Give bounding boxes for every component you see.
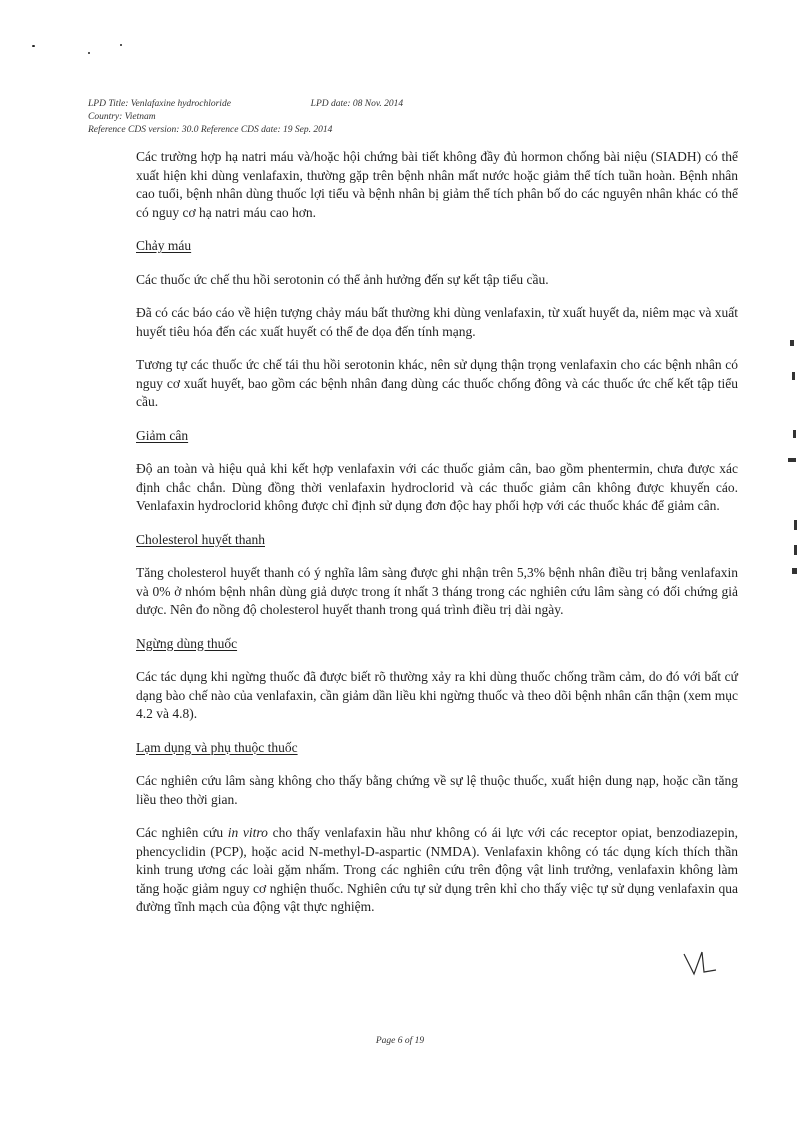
scan-edge-mark xyxy=(794,545,797,555)
paragraph-text: cho thấy venlafaxin hầu như không có ái lực với các receptor opiat, benzodiazepin, phencyclidin (PCP), hoặc acid N-methyl-D-aspartic (NMDA). Venlafaxin không có tác dụng kích thích thần kinh trung ương các loài gặm nhấm. Trong các nghiên cứu trên động vật linh trưởng, venlafaxin không làm tăng hoặc giảm nguy cơ nghiện thuốc. Nghiên cứu tự sử dụng trên khỉ cho thấy việc tự sử dụng venlafaxin qua đường tĩnh mạch của động vật thực nghiệm. xyxy=(136,825,738,914)
paragraph: Tăng cholesterol huyết thanh có ý nghĩa lâm sàng được ghi nhận trên 5,3% bệnh nhân điều trị bằng venlafaxin và 0% ở nhóm bệnh nhân dùng giả dược trong ít nhất 3 tháng trong các nghiên cứu lâm sàng có đối chứng giả dược. Nên đo nồng độ cholesterol huyết thanh trong quá trình điều trị dài ngày. xyxy=(136,565,738,617)
paragraph: Các nghiên cứu lâm sàng không cho thấy bằng chứng về sự lệ thuộc thuốc, xuất hiện dung nạp, hoặc cần tăng liều theo thời gian. xyxy=(136,773,738,807)
scan-edge-mark xyxy=(792,372,795,380)
document-header xyxy=(88,98,403,137)
country: Country: Vietnam xyxy=(88,112,156,122)
paragraph: Các thuốc ức chế thu hồi serotonin có thể ảnh hưởng đến sự kết tập tiểu cầu. xyxy=(136,271,549,287)
reference-cds: Reference CDS version: 30.0 Reference CDS date: 19 Sep. 2014 xyxy=(88,125,333,135)
section-heading: Giảm cân xyxy=(136,427,189,443)
scan-edge-mark xyxy=(794,520,797,530)
section-heading: Cholesterol huyết thanh xyxy=(136,531,265,547)
section-heading: Chảy máu xyxy=(136,238,192,253)
paragraph xyxy=(136,824,738,917)
paragraph: Các tác dụng khi ngừng thuốc đã được biết rõ thường xảy ra khi dùng thuốc chống trầm cảm, do đó với bất cứ dạng bào chế nào của venlafaxin, cần giảm dần liều khi ngừng thuốc và theo dõi bệnh nhân cẩn thận (xem mục 4.2 và 4.8). xyxy=(136,669,738,721)
scan-edge-mark xyxy=(788,458,796,462)
scan-speck xyxy=(88,52,90,54)
paragraph-text: Các nghiên cứu xyxy=(136,825,228,840)
section-heading: Ngừng dùng thuốc xyxy=(136,635,238,651)
paragraph: Tương tự các thuốc ức chế tái thu hồi serotonin khác, nên sử dụng thận trọng venlafaxin cho các bệnh nhân có nguy cơ xuất huyết, bao gồm các bệnh nhân đang dùng các thuốc chống đông và các thuốc ức chế kết tập tiểu cầu. xyxy=(136,357,738,409)
italic-term: in vitro xyxy=(227,825,268,840)
scan-speck xyxy=(120,44,122,46)
section-heading: Lạm dụng và phụ thuộc thuốc xyxy=(136,739,298,755)
lpd-title: LPD Title: Venlafaxine hydrochloride xyxy=(88,99,231,109)
handwritten-initials xyxy=(682,948,722,980)
lpd-date: LPD date: 08 Nov. 2014 xyxy=(310,99,404,109)
scan-edge-mark xyxy=(792,568,797,574)
document-body xyxy=(136,148,738,932)
scan-edge-mark xyxy=(790,340,794,346)
paragraph: Đã có các báo cáo về hiện tượng chảy máu bất thường khi dùng venlafaxin, từ xuất huyết da, niêm mạc và xuất huyết tiêu hóa đến các xuất huyết có thể đe dọa đến tính mạng. xyxy=(136,305,738,339)
page-number: Page 6 of 19 xyxy=(375,1036,425,1046)
scan-speck xyxy=(32,45,35,47)
paragraph: Các trường hợp hạ natri máu và/hoặc hội chứng bài tiết không đầy đủ hormon chống bài niệu (SIADH) có thể xuất hiện khi dùng venlafaxin, thường gặp trên bệnh nhân mất nước hoặc giảm thể tích tuần hoàn. Bệnh nhân cao tuổi, bệnh nhân dùng thuốc lợi tiểu và bệnh nhân bị giảm thể tích phân bố do các nguyên nhân khác có thể có nguy cơ hạ natri máu cao hơn. xyxy=(136,149,738,220)
scan-edge-mark xyxy=(793,430,796,438)
paragraph: Độ an toàn và hiệu quả khi kết hợp venlafaxin với các thuốc giảm cân, bao gồm phentermin, chưa được xác định chắc chắn. Dùng đồng thời venlafaxin hydroclorid và các thuốc giảm cân không được khuyến cáo. Venlafaxin hydroclorid không được chỉ định sử dụng đơn độc hay phối hợp với các thuốc khác để giảm cân. xyxy=(136,461,738,513)
